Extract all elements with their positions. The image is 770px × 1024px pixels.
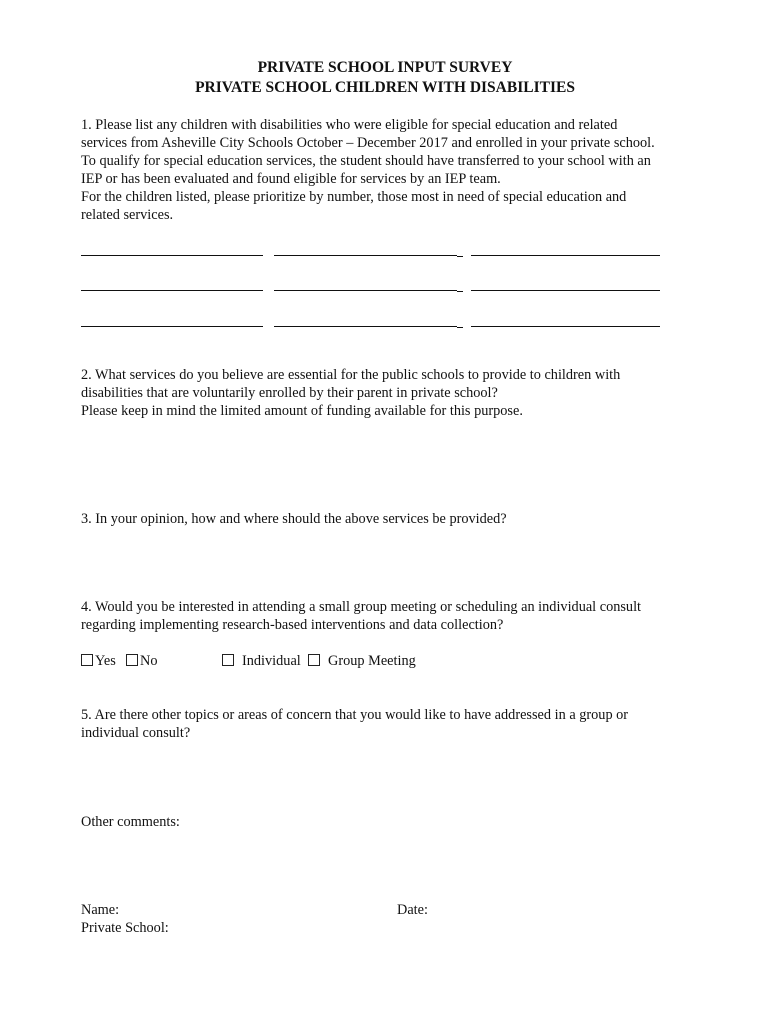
question-5-line: 5. Are there other topics or areas of concern that you would like to have addressed in a group or <box>81 707 629 723</box>
page-subtitle: PRIVATE SCHOOL CHILDREN WITH DISABILITIES <box>195 79 575 96</box>
blank-divider <box>457 291 463 292</box>
group-meeting-option[interactable] <box>308 651 416 671</box>
name-label: Name: <box>81 902 120 918</box>
child-blank-row-1 <box>81 255 661 259</box>
question-4-line: 4. Would you be interested in attending a small group meeting or scheduling an individual consult <box>81 599 642 615</box>
no-option[interactable] <box>126 651 157 671</box>
question-3-text: 3. In your opinion, how and where should the above services be provided? <box>81 511 507 527</box>
group-meeting-label: Group Meeting <box>328 653 416 669</box>
question-1-line: services from Asheville City Schools October – December 2017 and enrolled in your private school. <box>81 135 655 151</box>
child-name-field[interactable] <box>81 255 263 256</box>
question-2-line: Please keep in mind the limited amount of funding available for this purpose. <box>81 403 523 419</box>
yes-option[interactable] <box>81 651 116 671</box>
question-1-line: To qualify for special education services, the student should have transferred to your school with an <box>81 153 651 169</box>
child-name-field[interactable] <box>274 255 457 256</box>
question-5 <box>81 706 696 742</box>
question-3 <box>81 510 696 528</box>
no-label: No <box>140 653 158 669</box>
question-1-line: related services. <box>81 207 174 223</box>
other-comments-label: Other comments: <box>81 814 180 830</box>
question-2 <box>81 366 696 420</box>
child-name-field[interactable] <box>471 255 660 256</box>
group-meeting-checkbox[interactable] <box>308 654 320 666</box>
question-1 <box>81 116 696 224</box>
child-name-field[interactable] <box>471 326 660 327</box>
question-1-line: For the children listed, please prioritize by number, those most in need of special education and <box>81 189 627 205</box>
page-title: PRIVATE SCHOOL INPUT SURVEY <box>257 59 513 76</box>
individual-label: Individual <box>242 653 301 669</box>
child-name-field[interactable] <box>274 326 457 327</box>
child-name-field[interactable] <box>471 290 660 291</box>
no-checkbox[interactable] <box>126 654 138 666</box>
individual-checkbox[interactable] <box>222 654 234 666</box>
individual-option[interactable] <box>222 651 301 671</box>
child-blank-row-2 <box>81 290 661 294</box>
child-name-field[interactable] <box>81 290 263 291</box>
blank-divider <box>457 256 463 257</box>
date-label: Date: <box>397 902 428 918</box>
child-name-field[interactable] <box>81 326 263 327</box>
question-4 <box>81 598 696 634</box>
question-4-line: regarding implementing research-based interventions and data collection? <box>81 617 504 633</box>
question-1-line: IEP or has been evaluated and found eligible for services by an IEP team. <box>81 171 501 187</box>
child-blank-row-3 <box>81 326 661 330</box>
question-5-line: individual consult? <box>81 725 191 741</box>
question-2-line: disabilities that are voluntarily enrolled by their parent in private school? <box>81 385 498 401</box>
yes-label: Yes <box>95 653 116 669</box>
question-4-options <box>81 651 581 671</box>
yes-checkbox[interactable] <box>81 654 93 666</box>
question-2-line: 2. What services do you believe are essential for the public schools to provide to children with <box>81 367 621 383</box>
blank-divider <box>457 327 463 328</box>
question-1-line: 1. Please list any children with disabilities who were eligible for special education and related <box>81 117 618 133</box>
child-name-field[interactable] <box>274 290 457 291</box>
private-school-label: Private School: <box>81 920 169 936</box>
